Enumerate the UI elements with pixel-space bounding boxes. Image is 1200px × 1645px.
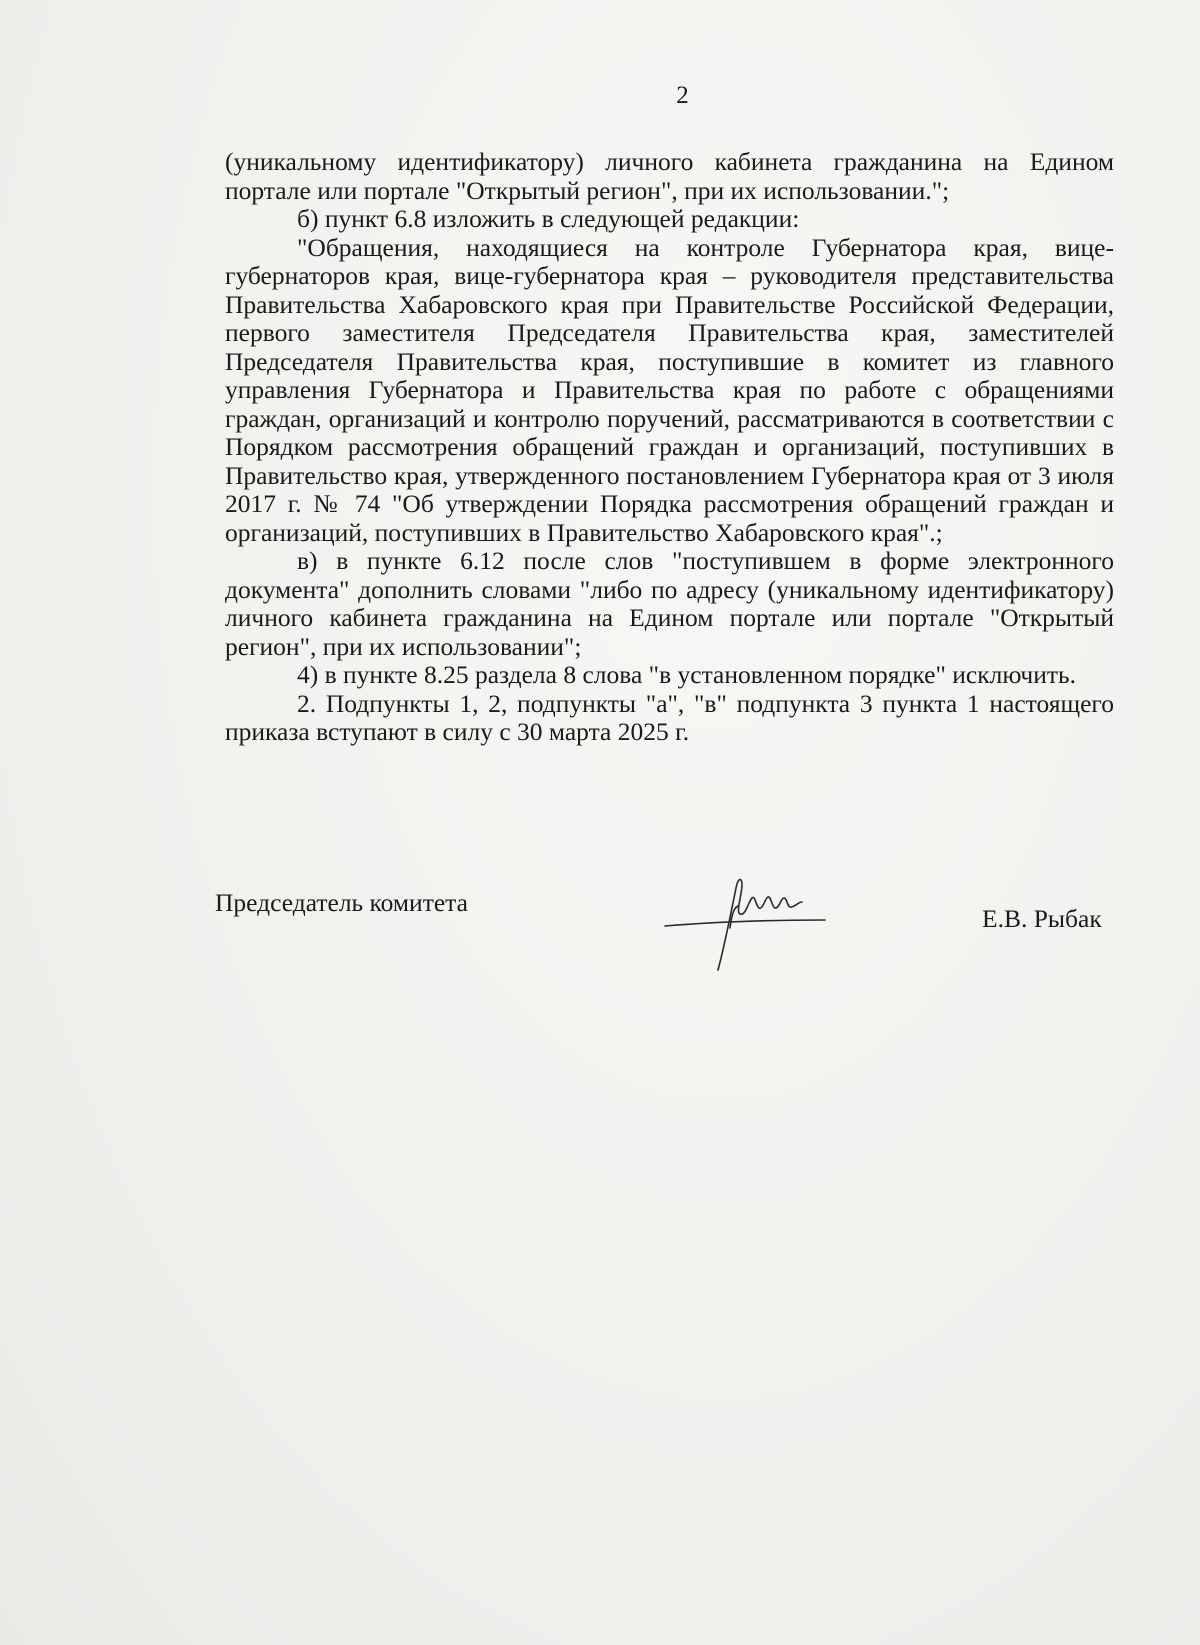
document-body bbox=[225, 148, 1114, 747]
paragraph-item-v: в) в пункте 6.12 после слов "поступившем в форме электронного документа" дополнить словами "либо по адресу (уникальному идентификатору) личного кабинета гражданина на Едином портале или портале "Открытый регион", при их использовании"; bbox=[225, 546, 1114, 661]
paragraph-item-b: б) пункт 6.8 изложить в следующей редакции: bbox=[297, 204, 800, 233]
paragraph-continuation: (уникальному идентификатору) личного кабинета гражданина на Едином портале или портале "Открытый регион", при их использовании."; bbox=[225, 147, 1114, 205]
signature-block bbox=[0, 880, 1200, 970]
handwritten-signature-icon bbox=[660, 868, 830, 978]
paragraph-quote: "Обращения, находящиеся на контроле Губернатора края, вице-губернаторов края, вице-губернатора края – руководителя представительства Правительства Хабаровского края при Правительстве Российской Федерации, первого заместителя Председателя Правительства края, заместителей Председателя Правительства края, поступившие в комитет из главного управления Губернатора и Правительства края по работе с обращениями граждан, организаций и контролю поручений, рассматриваются в соответствии с Порядком рассмотрения обращений граждан и организаций, поступивших в Правительство края, утвержденного постановлением Губернатора края от 3 июля 2017 г. № 74 "Об утверждении Порядка рассмотрения обращений граждан и организаций, поступивших в Правительство Хабаровского края".; bbox=[225, 232, 1114, 547]
paragraph-item-4: 4) в пункте 8.25 раздела 8 слова "в установленном порядке" исключить. bbox=[297, 660, 1077, 689]
page-number: 2 bbox=[676, 82, 689, 109]
signatory-position: Председатель комитета bbox=[215, 888, 468, 917]
signatory-name: Е.В. Рыбак bbox=[982, 904, 1102, 933]
paragraph-item-2: 2. Подпункты 1, 2, подпункты "а", "в" подпункта 3 пункта 1 настоящего приказа вступают в силу с 30 марта 2025 г. bbox=[225, 688, 1114, 746]
